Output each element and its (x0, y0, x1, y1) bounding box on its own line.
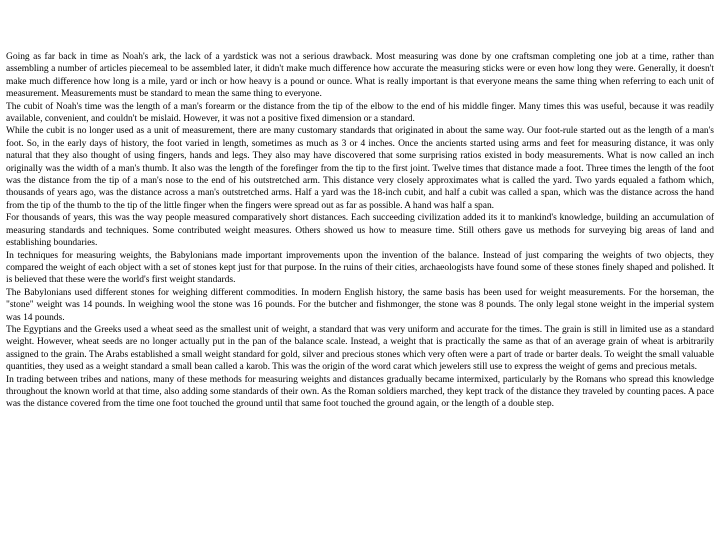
paragraph-civilizations: For thousands of years, this was the way people measured comparatively short distances. Each succeeding civilization added its it to mankind's knowledge, building an accumulation of measuring standards and techniques. Some contributed weight measures. Others showed us how to measure time. Still others gave us methods for surveying big areas of land and establishing boundaries. (6, 213, 714, 249)
paragraph-roman-paces: In trading between tribes and nations, many of these methods for measuring weights and distances gradually became intermixed, particularly by the Romans who spread this knowledge throughout the known world at that time, also adding some standards of their own. As the Roman soldiers marched, they kept track of the distance they traveled by counting paces. A pace was the distance covered from the time one foot touched the ground until that same foot touched the ground again, or the length of a double step. (6, 374, 714, 410)
paragraph-stone-weights: The Babylonians used different stones for weighing different commodities. In modern English history, the same basis has been used for weight measurements. For the horseman, the "stone" weight was 14 pounds. In weighing wool the stone was 16 pounds. For the butcher and fishmonger, the stone was 8 pounds. The only legal stone weight in the imperial system was 14 pounds. (6, 287, 714, 323)
paragraph-noahs-ark: Going as far back in time as Noah's ark, the lack of a yardstick was not a serious drawback. Most measuring was done by one craftsman completing one job at a time, rather than assembling a number of articles piecemeal to be assembled later, it didn't make much difference how accurate the measuring sticks were or even how long they were. Generally, it doesn't make much difference how long is a mile, yard or inch or how heavy is a pound or ounce. What is really important is that everyone means the same thing when referring to each unit of measurement. Measurements must be standard to mean the same thing to everyone. (6, 52, 714, 100)
paragraph-body-measures: While the cubit is no longer used as a unit of measurement, there are many customary standards that originated in about the same way. Our foot-rule started out as the length of a man's foot. So, in the early days of history, the foot varied in length, sometimes as much as 3 or 4 inches. Once the ancients started using arms and feet for measuring distance, it was only natural that they also thought of using fingers, hands and legs. They also may have discovered that some surprising ratios existed in body measurements. What is now called an inch originally was the width of a man's thumb. It also was the length of the forefinger from the tip to the first joint. Twelve times that distance made a foot. Three times the length of the foot was the distance from the tip of a man's nose to the end of his outstretched arm. This distance very closely approximates what is called the yard. Two yards equaled a fathom which, thousands of years ago, was the distance across a man's outstretched arms. Half a yard was the 18-inch cubit, and half a cubit was called a span, which was the distance across the hand from the tip of the thumb to the tip of the little finger when the fingers were spread out as far as possible. A hand was half a span. (6, 126, 714, 211)
paragraph-babylonian-balance: In techniques for measuring weights, the Babylonians made important improvements upon the invention of the balance. Instead of just comparing the weights of two objects, they compared the weight of each object with a set of stones kept just for that purpose. In the ruins of their cities, archaeologists have found some of these stones finely shaped and polished. It is believed that these were the world's first weight standards. (6, 250, 714, 286)
paragraph-cubit: The cubit of Noah's time was the length of a man's forearm or the distance from the tip of the elbow to the end of his middle finger. Many times this was useful, because it was readily available, convenient, and couldn't be mislaid. However, it was not a positive fixed dimension or a standard. (6, 101, 714, 125)
paragraph-grain-carat: The Egyptians and the Greeks used a wheat seed as the smallest unit of weight, a standard that was very uniform and accurate for the times. The grain is still in limited use as a standard weight. However, wheat seeds are no longer actually put in the pan of the balance scale. Instead, a weight that is practically the same as that of an average grain of wheat is arbitrarily assigned to the grain. The Arabs established a small weight standard for gold, silver and precious stones which very often were a part of trade or barter deals. To weight the small valuable quantities, they used as a weight standard a small bean called a karob. This was the origin of the word carat which jewelers still use to express the weight of gems and precious metals. (6, 324, 714, 373)
document-body (6, 51, 714, 411)
